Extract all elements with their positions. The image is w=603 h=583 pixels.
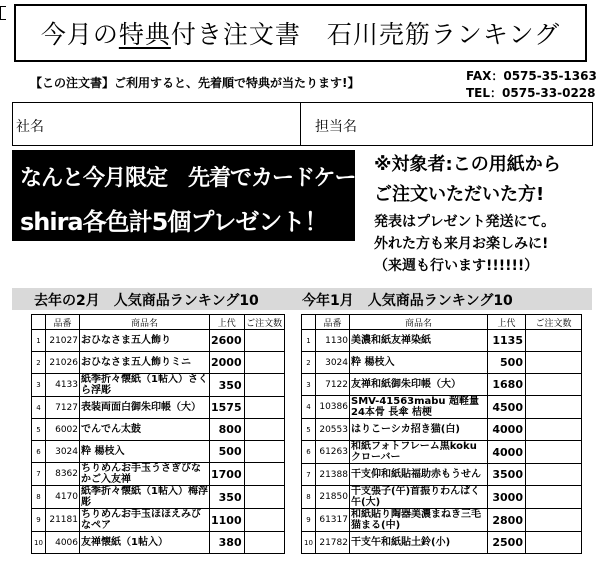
- order-qty-cell[interactable]: [244, 509, 284, 532]
- order-qty-cell[interactable]: [526, 509, 582, 532]
- rank-cell: 1: [32, 330, 46, 352]
- rank-cell: 3: [32, 374, 46, 397]
- price-cell: 2800: [488, 509, 526, 532]
- rank-cell: 4: [32, 397, 46, 419]
- table-row: [32, 330, 285, 352]
- price-cell: 1700: [210, 463, 245, 486]
- rank-cell: 5: [302, 419, 316, 441]
- title-part1: 今月の: [40, 20, 119, 49]
- rank-cell: 8: [302, 486, 316, 509]
- price-cell: 500: [488, 352, 526, 374]
- table-row: [302, 532, 582, 554]
- price-cell: 4500: [488, 396, 526, 419]
- name-cell: 和紙フォトフレーム黒kokuクローバー: [350, 441, 488, 464]
- code-cell: 6002: [46, 419, 80, 441]
- name-cell: 粋 楊枝入: [80, 441, 210, 463]
- order-qty-cell[interactable]: [244, 397, 284, 419]
- ranking-heading-last-year: 去年の2月 人気商品ランキング10: [34, 293, 259, 309]
- order-qty-cell[interactable]: [244, 330, 284, 352]
- title-underlined: 特典: [118, 20, 171, 49]
- rank-cell: 1: [302, 330, 316, 352]
- price-cell: 380: [210, 532, 245, 554]
- name-cell: ちりめんお手玉ほほえみびなペア: [80, 509, 210, 532]
- header-name: 商品名: [350, 315, 488, 330]
- code-cell: 7127: [46, 397, 80, 419]
- name-cell: SMV-41563mabu 超軽量24本骨 長傘 桔梗: [350, 396, 488, 419]
- order-qty-cell[interactable]: [244, 374, 284, 397]
- code-cell: 4170: [46, 486, 80, 509]
- name-cell: 粋 楊枝入: [350, 352, 488, 374]
- name-cell: おひなさま五人飾り: [80, 330, 210, 352]
- rank-cell: 9: [32, 509, 46, 532]
- table-row: [302, 330, 582, 352]
- name-cell: 干支仰和紙貼福助赤もうせん: [350, 464, 488, 486]
- name-cell: ちりめんお手玉うさぎびなかご入友禅: [80, 463, 210, 486]
- header-order-qty: ご注文数: [526, 315, 582, 330]
- order-qty-cell[interactable]: [526, 374, 582, 396]
- notice-text: [374, 150, 599, 276]
- name-cell: 美濃和紙友禅染紙: [350, 330, 488, 352]
- name-cell: 紙季折々懐紙（1帖入）さくら浮彫: [81, 374, 208, 396]
- order-qty-cell[interactable]: [244, 419, 284, 441]
- code-cell: 4006: [46, 532, 80, 554]
- price-cell: 350: [210, 374, 245, 397]
- tel-number: TEL：0575-33-0228: [466, 86, 596, 100]
- order-qty-cell[interactable]: [526, 486, 582, 509]
- order-qty-cell[interactable]: [526, 532, 582, 554]
- price-cell: 4000: [488, 419, 526, 441]
- table-row: [32, 441, 285, 463]
- price-cell: 1135: [488, 330, 526, 352]
- rank-cell: 10: [302, 532, 316, 554]
- header-cell-blank: [302, 315, 316, 330]
- table-row: [302, 419, 582, 441]
- rank-cell: 10: [32, 532, 46, 554]
- code-cell: 3024: [46, 441, 80, 463]
- table-header-row: [302, 315, 582, 330]
- order-qty-cell[interactable]: [526, 330, 582, 352]
- promo-banner: [12, 150, 376, 241]
- price-cell: 2000: [210, 352, 245, 374]
- table-row: [32, 486, 285, 509]
- contact-numbers: [466, 68, 597, 102]
- rank-cell: 6: [32, 441, 46, 463]
- code-cell: 21782: [316, 532, 350, 554]
- name-cell: 干支午和紙貼土鈴(小): [350, 532, 488, 554]
- rank-cell: 3: [302, 374, 316, 396]
- code-cell: 20553: [316, 419, 350, 441]
- price-cell: 2600: [210, 330, 245, 352]
- price-cell: 3000: [488, 486, 526, 509]
- ranking-table-last-year: [31, 314, 285, 554]
- header-cell-blank: [32, 315, 46, 330]
- code-cell: 61317: [316, 509, 350, 532]
- table-row: [32, 509, 285, 532]
- name-cell: おひなさま五人飾りミニ: [80, 352, 210, 374]
- order-qty-cell[interactable]: [526, 419, 582, 441]
- price-cell: 3500: [488, 464, 526, 486]
- order-qty-cell[interactable]: [244, 463, 284, 486]
- header-code: 品番: [316, 315, 350, 330]
- order-qty-cell[interactable]: [244, 441, 284, 463]
- code-cell: 4133: [46, 374, 80, 397]
- code-cell: 1130: [316, 330, 350, 352]
- rank-cell: 9: [302, 509, 316, 532]
- price-cell: 800: [210, 419, 245, 441]
- ranking-table-this-month: [301, 314, 582, 554]
- name-cell: 和紙貼り陶器美濃まねき三毛猫まる(中): [350, 509, 488, 532]
- order-qty-cell[interactable]: [526, 396, 582, 419]
- order-qty-cell[interactable]: [244, 486, 284, 509]
- name-cell: 表装両面白御朱印帳（大）: [80, 397, 210, 419]
- code-cell: 21027: [46, 330, 80, 352]
- table-row: [32, 397, 285, 419]
- rank-cell: 7: [32, 463, 46, 486]
- order-qty-cell[interactable]: [244, 352, 284, 374]
- rank-cell: 7: [302, 464, 316, 486]
- table-row: [302, 464, 582, 486]
- notice-line-2: ご注文いただいた方!: [374, 184, 545, 205]
- name-cell: 友禅懐紙（1帖入）: [80, 532, 210, 554]
- price-cell: 2500: [488, 532, 526, 554]
- table-row: [302, 374, 582, 396]
- rank-cell: 2: [32, 352, 46, 374]
- table-row: [32, 352, 285, 374]
- company-name-field[interactable]: 社名: [13, 103, 301, 145]
- code-cell: 21850: [316, 486, 350, 509]
- rank-cell: 8: [32, 486, 46, 509]
- order-qty-cell[interactable]: [244, 532, 284, 554]
- table-row: [32, 374, 285, 397]
- price-cell: 500: [210, 441, 245, 463]
- title-box: [14, 4, 587, 62]
- header-price: 上代: [488, 315, 526, 330]
- price-cell: 4000: [488, 441, 526, 464]
- table-header-row: [32, 315, 285, 330]
- table-row: [302, 396, 582, 419]
- notice-line-4: 外れた方も来月お楽しみに!: [374, 236, 549, 252]
- table-row: [32, 419, 285, 441]
- name-cell: 紙季折々懐紙（1帖入）梅浮彫: [81, 486, 208, 508]
- header-code: 品番: [46, 315, 80, 330]
- table-row: [302, 486, 582, 509]
- order-qty-cell[interactable]: [526, 441, 582, 464]
- name-cell: はりこーシカ招き猫(白): [350, 419, 488, 441]
- table-row: [302, 352, 582, 374]
- code-cell: 21026: [46, 352, 80, 374]
- rank-cell: 6: [302, 441, 316, 464]
- header-name: 商品名: [80, 315, 210, 330]
- order-qty-cell[interactable]: [526, 352, 582, 374]
- code-cell: 10386: [316, 396, 350, 419]
- code-cell: 7122: [316, 374, 350, 396]
- code-cell: 21388: [316, 464, 350, 486]
- rank-cell: 4: [302, 396, 316, 419]
- price-cell: 1680: [488, 374, 526, 396]
- code-cell: 8362: [46, 463, 80, 486]
- page-title: [41, 15, 560, 51]
- table-row: [302, 509, 582, 532]
- price-cell: 1100: [210, 509, 245, 532]
- promo-line-2: shira各色計5個プレゼント！: [20, 208, 328, 236]
- rank-cell: 5: [32, 419, 46, 441]
- code-cell: 61263: [316, 441, 350, 464]
- notice-line-3: 発表はプレゼント発送にて。: [374, 214, 556, 230]
- promo-line-1: なんと今月限定 先着でカードケース: [20, 166, 376, 191]
- name-cell: 干支張子(午)首振りわんぱく午(大): [350, 486, 488, 509]
- corner-mark: [0, 6, 6, 20]
- name-cell: でんでん太鼓: [80, 419, 210, 441]
- price-cell: 350: [210, 486, 245, 509]
- title-part2: 付き注文書 石川売筋ランキング: [170, 20, 561, 49]
- header-price: 上代: [210, 315, 245, 330]
- ranking-heading-this-month: 今年1月 人気商品ランキング10: [302, 293, 513, 309]
- contact-name-field[interactable]: 担当名: [315, 119, 357, 135]
- table-row: [32, 532, 285, 554]
- customer-info-row: [12, 102, 593, 146]
- notice-line-5: （来週も行います!!!!!!）: [374, 258, 539, 274]
- name-cell: 友禅和紙御朱印帳（大）: [350, 374, 488, 396]
- subtitle: 【この注文書】ご利用すると、先着順で特典が当たります!】: [30, 76, 360, 90]
- header-order-qty: ご注文数: [244, 315, 284, 330]
- table-row: [32, 463, 285, 486]
- order-qty-cell[interactable]: [526, 464, 582, 486]
- fax-number: FAX：0575-35-1363: [466, 69, 597, 83]
- code-cell: 21181: [46, 509, 80, 532]
- notice-line-1: ※対象者:この用紙から: [374, 154, 561, 175]
- code-cell: 3024: [316, 352, 350, 374]
- price-cell: 1575: [210, 397, 245, 419]
- table-row: [302, 441, 582, 464]
- rank-cell: 2: [302, 352, 316, 374]
